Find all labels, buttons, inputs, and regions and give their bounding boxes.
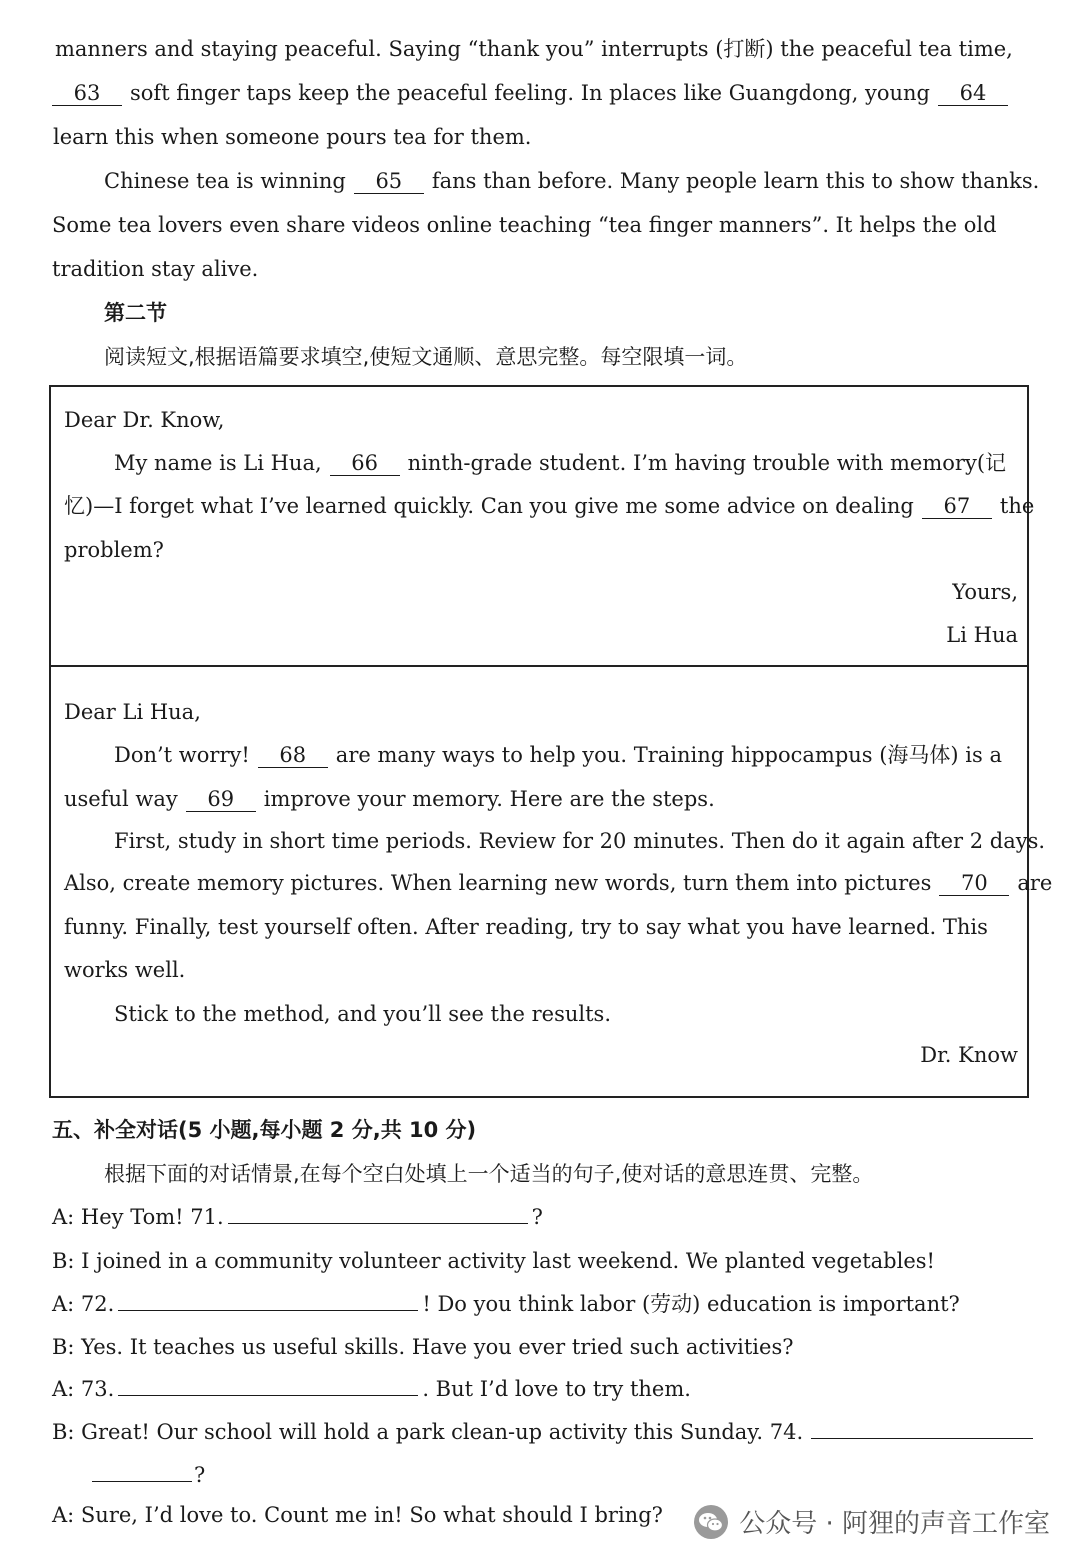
passage-line: manners and staying peaceful. Saying “thank you” interrupts (打断) the peaceful tea time, xyxy=(55,37,1013,61)
blank-70: 70 xyxy=(939,871,1009,896)
blank-72 xyxy=(118,1310,418,1311)
dialogue-line: A: 72. ! Do you think labor (劳动) education is important? xyxy=(52,1292,960,1316)
passage-line: Chinese tea is winning 65 fans than before. Many people learn this to show thanks. xyxy=(104,169,1040,193)
letter-line: funny. Finally, test yourself often. After reading, try to say what you have learned. This xyxy=(64,915,988,939)
blank-71 xyxy=(228,1223,528,1224)
letter-line: 忆)—I forget what I’ve learned quickly. Can you give me some advice on dealing 67 the xyxy=(64,494,1035,518)
blank-67: 67 xyxy=(922,494,992,519)
blank-73 xyxy=(118,1395,418,1396)
dialogue-line: A: 73. . But I’d love to try them. xyxy=(52,1377,691,1401)
passage-line: tradition stay alive. xyxy=(52,257,259,281)
letter-closing: Yours, xyxy=(952,580,1018,604)
section-title: 第二节 xyxy=(104,301,167,325)
letter-line: problem? xyxy=(64,538,164,562)
blank-68: 68 xyxy=(258,743,328,768)
letter-line: works well. xyxy=(64,958,186,982)
letter-line: Also, create memory pictures. When learning new words, turn them into pictures 70 are xyxy=(64,871,1053,895)
letter-signature: Dr. Know xyxy=(920,1043,1018,1067)
section-instruction: 阅读短文,根据语篇要求填空,使短文通顺、意思完整。每空限填一词。 xyxy=(104,345,748,369)
dialogue-line: ? xyxy=(92,1460,205,1490)
letter-line: First, study in short time periods. Review for 20 minutes. Then do it again after 2 days. xyxy=(114,829,1046,853)
letter-signature: Li Hua xyxy=(946,623,1018,647)
letter-line: Stick to the method, and you’ll see the results. xyxy=(114,1002,611,1026)
passage-line: Some tea lovers even share videos online teaching “tea finger manners”. It helps the old xyxy=(52,213,997,237)
dialogue-line: B: Yes. It teaches us useful skills. Have you ever tried such activities? xyxy=(52,1335,794,1359)
passage-line: learn this when someone pours tea for them. xyxy=(53,125,532,149)
dialogue-line: A: Sure, I’d love to. Count me in! So what should I bring? xyxy=(52,1503,663,1527)
letter-line: My name is Li Hua, 66 ninth-grade student. I’m having trouble with memory(记 xyxy=(114,451,1007,475)
blank-69: 69 xyxy=(186,787,256,812)
letter-greeting: Dear Dr. Know, xyxy=(64,408,225,432)
section-instruction: 根据下面的对话情景,在每个空白处填上一个适当的句子,使对话的意思连贯、完整。 xyxy=(104,1162,874,1186)
dialogue-line: B: I joined in a community volunteer activity last weekend. We planted vegetables! xyxy=(52,1249,935,1273)
blank-66: 66 xyxy=(330,451,400,476)
dialogue-line: A: Hey Tom! 71. ? xyxy=(52,1205,543,1229)
letter-line: Don’t worry! 68 are many ways to help you. Training hippocampus (海马体) is a xyxy=(114,743,1002,767)
blank-63: 63 xyxy=(52,81,122,106)
blank-74 xyxy=(811,1438,1033,1439)
letter-greeting: Dear Li Hua, xyxy=(64,700,201,724)
section-title: 五、补全对话(5 小题,每小题 2 分,共 10 分) xyxy=(52,1118,477,1142)
blank-65: 65 xyxy=(354,169,424,194)
letter-line: useful way 69 improve your memory. Here are the steps. xyxy=(64,787,715,811)
wechat-logo-icon xyxy=(693,1504,729,1540)
dialogue-line: B: Great! Our school will hold a park clean-up activity this Sunday. 74. xyxy=(52,1417,1037,1447)
watermark-text: 公众号 · 阿狸的声音工作室 xyxy=(739,1509,1050,1539)
blank-64: 64 xyxy=(938,81,1008,106)
blank-74-continued xyxy=(92,1481,192,1482)
passage-line: 63 soft finger taps keep the peaceful feeling. In places like Guangdong, young 64 xyxy=(52,78,1016,108)
watermark xyxy=(693,1503,1050,1540)
